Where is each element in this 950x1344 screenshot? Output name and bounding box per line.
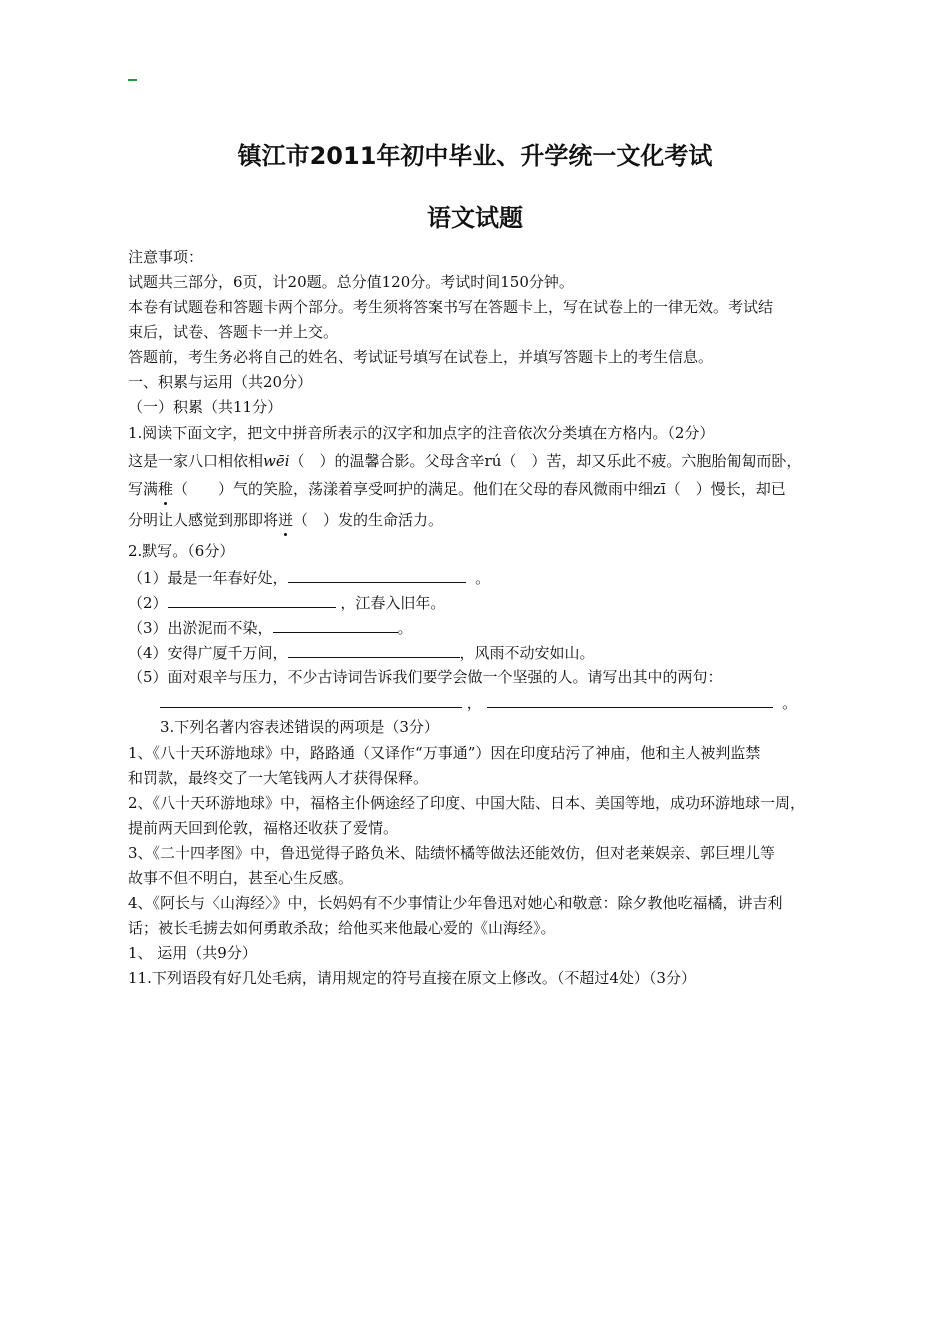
q2-text: （1）最是一年春好处， (128, 569, 288, 587)
q1-text: （ ）慢长，却已 (665, 480, 786, 498)
q1-text: 这是一家八口相依相 (128, 452, 264, 470)
q1-passage-line (128, 510, 443, 530)
notes-line: 本卷有试题卷和答题卡两个部分。考生须将答案书写在答题卡上，写在试卷上的一律无效。考试结 (128, 298, 774, 316)
q2-item (128, 642, 595, 663)
notes-line: 试题共三部分，6页，计20题。总分值120分。考试时间150分钟。 (128, 273, 574, 291)
q2-item (128, 592, 445, 613)
exam-subtitle: 语文试题 (427, 204, 523, 232)
q3-option: 4、《阿长与〈山海经〉》中，长妈妈有不少事情让少年鲁迅对她心和敬意：除夕教他吃福橘，讲吉利 (128, 894, 783, 912)
q2-item: （5）面对艰辛与压力，不少古诗词告诉我们要学会做一个坚强的人。请写出其中的两句： (128, 668, 723, 686)
answer-blank[interactable] (160, 692, 462, 708)
pinyin: zī (653, 480, 666, 498)
answer-blank[interactable] (487, 692, 773, 708)
dotted-char: 迸 (278, 511, 294, 529)
answer-blank[interactable] (288, 642, 460, 658)
q3-option: 话；被长毛掳去如何勇敢杀敌；给他买来他最心爱的《山海经》。 (128, 919, 556, 937)
answer-blank[interactable] (168, 592, 336, 608)
q1-text: 写满 (128, 480, 159, 498)
corner-mark (128, 79, 137, 81)
q2-item (128, 617, 413, 638)
q2-text: 。 (782, 694, 798, 712)
q1-stem: 1.阅读下面文字，把文中拼音所表示的汉字和加点字的注音依次分类填在方格内。（2分） (128, 424, 715, 442)
pinyin: rú (484, 452, 502, 470)
q2-text: （2） (128, 594, 168, 612)
q3-option: 和罚款，最终交了一大笔钱两人才获得保释。 (128, 769, 429, 787)
q1-text: 分明让人感觉到那即将 (128, 511, 279, 529)
q1-passage-line (128, 479, 786, 499)
q2-text: ，风雨不动安如山。 (459, 644, 595, 662)
q1-passage-line (128, 451, 801, 471)
answer-blank[interactable] (288, 567, 466, 583)
pinyin: wēi (263, 452, 290, 470)
q2-text: （3）出淤泥而不染， (128, 619, 273, 637)
q3-option: 提前两天回到伦敦，福格还收获了爱情。 (128, 819, 399, 837)
q2-text: （4）安得广厦千万间， (128, 644, 288, 662)
answer-blank[interactable] (273, 617, 398, 633)
notes-line: 束后，试卷、答题卡一并上交。 (128, 323, 339, 341)
q1-text: （ ）苦，却又乐此不疲。六胞胎匍匐而卧， (501, 452, 802, 470)
q1-text: （ ）的温馨合影。父母含辛 (289, 452, 485, 470)
part2-heading: 1、 运用（共9分） (128, 944, 257, 962)
q2-text: 。 (475, 569, 491, 587)
dotted-char: 稚 (158, 480, 174, 498)
q3-option: 故事不但不明白，甚至心生反感。 (128, 869, 354, 887)
part1-heading: 一、积累与运用（共20分） (128, 373, 313, 391)
q3-option: 2、《八十天环游地球》中，福格主仆俩途经了印度、中国大陆、日本、美国等地，成功环游地球一周， (128, 794, 806, 812)
q2-text: ， (466, 694, 482, 712)
q2-text: 。 (397, 619, 413, 637)
exam-title: 镇江市2011年初中毕业、升学统一文化考试 (237, 142, 713, 170)
q2-item (128, 567, 490, 588)
q3-option: 1、《八十天环游地球》中，路路通（又译作“万事通”）因在印度玷污了神庙，他和主人被判监禁 (128, 744, 761, 762)
q2-item (160, 692, 797, 713)
q2-text: ，江春入旧年。 (340, 594, 446, 612)
q1-text: （ ）气的笑脸，荡漾着享受呵护的满足。他们在父母的春风微雨中细 (173, 480, 654, 498)
notes-heading: 注意事项： (128, 248, 204, 266)
q3-option: 3、《二十四孝图》中，鲁迅觉得子路负米、陆绩怀橘等做法还能效仿，但对老莱娱亲、郭巨埋儿等 (128, 844, 776, 862)
part1-subheading: （一）积累（共11分） (128, 398, 283, 416)
notes-line: 答题前，考生务必将自己的姓名、考试证号填写在试卷上，并填写答题卡上的考生信息。 (128, 348, 714, 366)
q1-text: （ ）发的生命活力。 (293, 511, 444, 529)
q2-stem: 2.默写。（6分） (128, 542, 235, 560)
q11-stem: 11.下列语段有好几处毛病，请用规定的符号直接在原文上修改。（不超过4处）（3分） (128, 969, 696, 987)
q3-stem: 3.下列名著内容表述错误的两项是（3分） (160, 718, 439, 736)
